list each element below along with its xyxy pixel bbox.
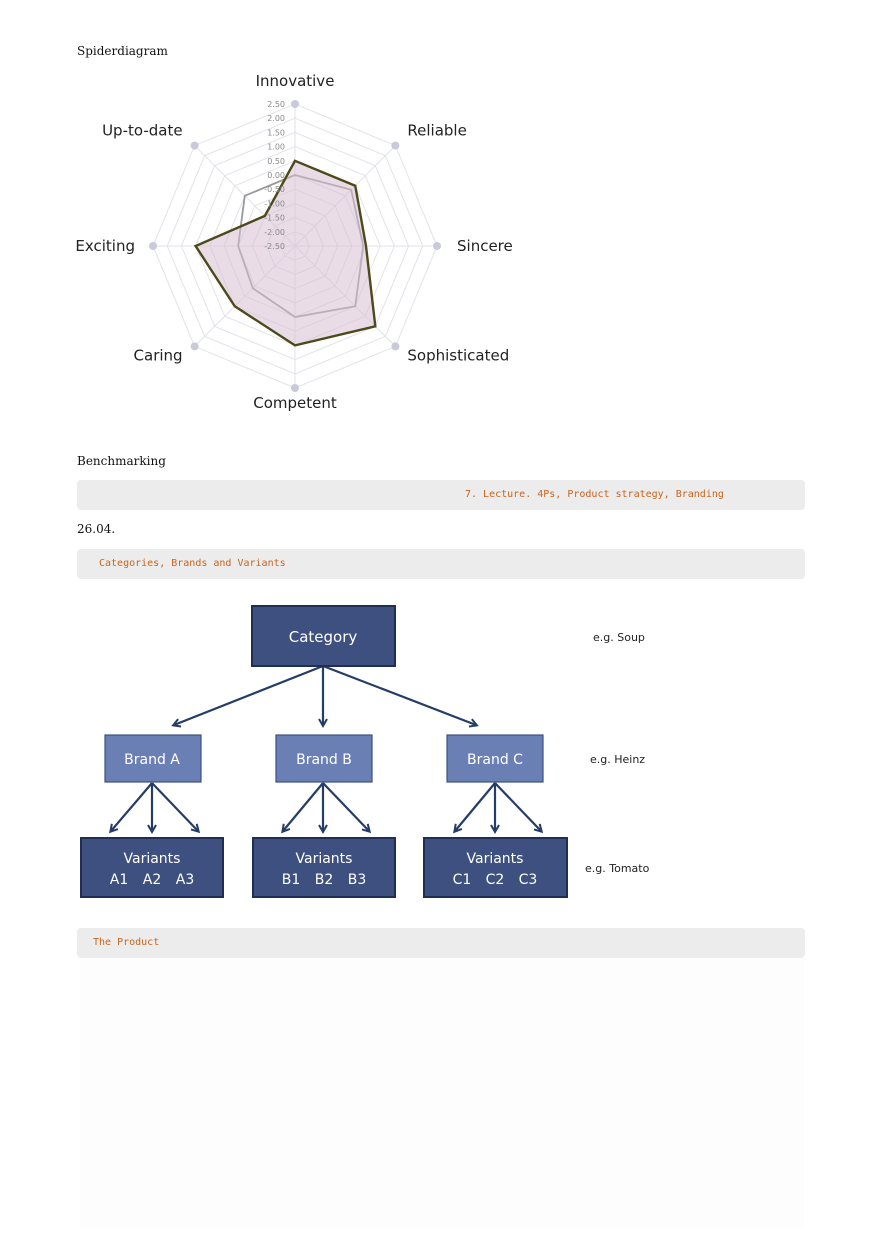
categories-code-text: Categories, Brands and Variants bbox=[99, 558, 286, 569]
benchmarking-code-block bbox=[77, 480, 805, 510]
variants-box-b bbox=[253, 838, 395, 897]
axis-label: Sophisticated bbox=[407, 346, 510, 365]
svg-text:A2: A2 bbox=[142, 872, 162, 888]
svg-text:Category: Category bbox=[288, 628, 358, 646]
series-primary bbox=[196, 161, 376, 346]
svg-text:C2: C2 bbox=[485, 872, 505, 888]
tick-label: -1.00 bbox=[264, 199, 285, 209]
axis-dot bbox=[291, 384, 299, 392]
brand-arrows bbox=[111, 783, 541, 831]
example-tomato: e.g. Tomato bbox=[585, 862, 650, 875]
svg-text:Brand C: Brand C bbox=[467, 752, 523, 768]
svg-text:Variants: Variants bbox=[295, 851, 353, 867]
product-code-text: The Product bbox=[93, 937, 160, 948]
svg-text:A3: A3 bbox=[175, 872, 195, 888]
example-heinz: e.g. Heinz bbox=[590, 753, 646, 766]
tick-label: 0.00 bbox=[267, 171, 285, 180]
axis-dot bbox=[191, 142, 199, 150]
svg-text:C3: C3 bbox=[518, 872, 538, 888]
date-heading: 26.04. bbox=[77, 522, 116, 536]
example-soup: e.g. Soup bbox=[593, 631, 645, 644]
category-box bbox=[252, 606, 395, 666]
axis-dot bbox=[391, 142, 399, 150]
axis-label: Reliable bbox=[407, 121, 467, 140]
embedded-image-area bbox=[80, 958, 804, 1228]
tick-label: -2.50 bbox=[264, 242, 285, 251]
benchmarking-heading: Benchmarking bbox=[77, 454, 166, 468]
axis-dot bbox=[149, 242, 157, 250]
svg-text:Variants: Variants bbox=[123, 851, 181, 867]
tick-label: 2.50 bbox=[267, 100, 285, 109]
axis-label: Innovative bbox=[255, 72, 335, 90]
spider-diagram bbox=[70, 60, 540, 430]
tick-label: -1.50 bbox=[264, 213, 285, 223]
svg-text:A1: A1 bbox=[109, 872, 129, 888]
axis-dot bbox=[191, 342, 199, 350]
axis-dot bbox=[291, 100, 299, 108]
axis-label: Up-to-date bbox=[102, 121, 183, 140]
tick-label: 1.50 bbox=[267, 128, 285, 138]
tick-label: -2.00 bbox=[264, 227, 285, 237]
svg-text:Variants: Variants bbox=[466, 851, 524, 867]
hierarchy-diagram bbox=[70, 595, 670, 910]
axis-label: Competent bbox=[253, 394, 337, 412]
variants-box-a bbox=[81, 838, 223, 897]
svg-text:B3: B3 bbox=[347, 872, 367, 888]
spider-heading: Spiderdiagram bbox=[77, 44, 168, 58]
tick-label: 1.00 bbox=[267, 142, 285, 152]
categories-code-block bbox=[77, 549, 805, 579]
category-arrows bbox=[174, 666, 476, 725]
tick-label: -0.50 bbox=[264, 185, 285, 195]
axis-dot bbox=[391, 342, 399, 350]
svg-text:B2: B2 bbox=[314, 872, 334, 888]
brand-box-c bbox=[447, 735, 543, 782]
axis-dot bbox=[433, 242, 441, 250]
axis-label: Caring bbox=[133, 346, 183, 365]
variants-box-c bbox=[424, 838, 567, 897]
brand-box-b bbox=[276, 735, 372, 782]
tick-label: 2.00 bbox=[267, 114, 285, 124]
svg-text:B1: B1 bbox=[281, 872, 301, 888]
axis-label: Exciting bbox=[75, 237, 135, 255]
benchmarking-code-text: 7. Lecture. 4Ps, Product strategy, Branding bbox=[465, 489, 724, 500]
tick-label: 0.50 bbox=[267, 156, 285, 166]
svg-text:C1: C1 bbox=[452, 872, 472, 888]
svg-text:Brand A: Brand A bbox=[124, 752, 180, 768]
product-code-block bbox=[77, 928, 805, 958]
brand-box-a bbox=[105, 735, 201, 782]
svg-text:Brand B: Brand B bbox=[296, 752, 352, 768]
axis-label: Sincere bbox=[457, 237, 513, 255]
